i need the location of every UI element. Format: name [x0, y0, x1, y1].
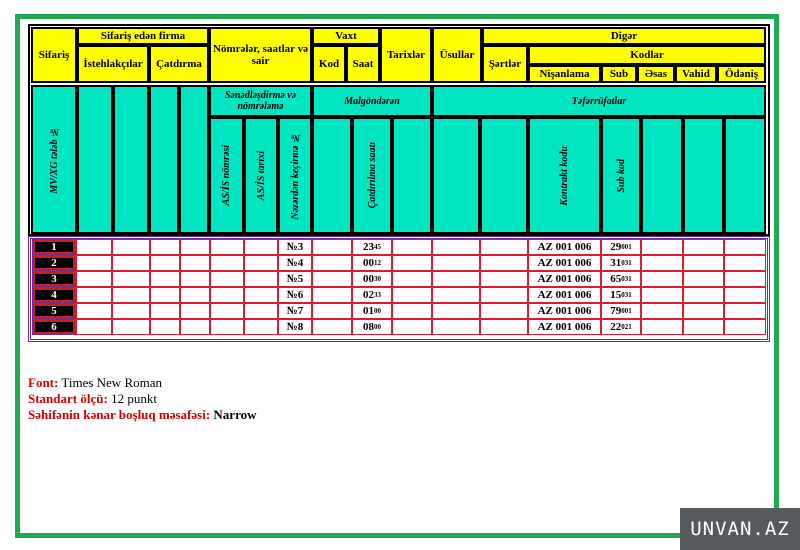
table-cell [180, 271, 210, 287]
subheader-sub-kod-label: Sub kod [615, 158, 627, 193]
header-istehlakcilar-label: İstehlakçılar [83, 57, 143, 70]
table-cell [112, 239, 150, 255]
table-cell [150, 239, 180, 255]
header-vahid-label: Vahid [682, 67, 710, 80]
cell-sub-kod: 31 031 [601, 255, 641, 271]
table-cell [112, 287, 150, 303]
table-cell [112, 319, 150, 335]
header-catdirma-label: Çatdırma [156, 57, 202, 70]
table-cell [432, 255, 480, 271]
table-cell [210, 271, 244, 287]
table-cell [244, 255, 278, 271]
cell-nezerden: №4 [278, 255, 312, 271]
table-cell [641, 303, 683, 319]
table-cell [150, 287, 180, 303]
cell-catdirilma-saati: 02 33 [352, 287, 392, 303]
header-saat-label: Saat [352, 57, 374, 70]
cell-nezerden: №8 [278, 319, 312, 335]
table-cell [724, 287, 766, 303]
header-diger-label: Digər [610, 29, 638, 42]
table-cell [180, 319, 210, 335]
cell-nezerden: №7 [278, 303, 312, 319]
table-cell [112, 303, 150, 319]
cell-sub-kod: 65 031 [601, 271, 641, 287]
table-cell [392, 271, 432, 287]
table-cell [724, 239, 766, 255]
table-cell [724, 303, 766, 319]
table-cell [150, 255, 180, 271]
table-cell [112, 255, 150, 271]
table-cell [683, 303, 724, 319]
cell-kontrakt-kodu: AZ 001 006 [528, 319, 601, 335]
table-cell [480, 303, 528, 319]
cell-kontrakt-kodu: AZ 001 006 [528, 303, 601, 319]
table-cell [641, 287, 683, 303]
subheader-teferruatlar [432, 85, 766, 117]
row-number [32, 319, 76, 335]
subheader-blank-6 [392, 117, 432, 234]
table-cell [180, 255, 210, 271]
data-table [32, 239, 766, 335]
subheader-blank-10 [683, 117, 724, 234]
row-number-label: 4 [33, 288, 75, 302]
row-number-label: 5 [33, 304, 75, 318]
cell-sub-kod: 22 021 [601, 319, 641, 335]
subheader-teferruatlar-label: Təfərrüfatlar [571, 95, 627, 107]
subheader-senedlesdirme [209, 85, 312, 117]
table-cell [76, 255, 112, 271]
header-catdirma [149, 45, 209, 83]
subheader-as-is-nomresi [209, 117, 244, 234]
cell-sub-kod: 15 031 [601, 287, 641, 303]
header-sifaris-eden-firma-label: Sifariş edən firma [100, 29, 186, 42]
note-font-label: Font: [28, 375, 59, 390]
table-cell [480, 271, 528, 287]
time-hour: 00 [363, 257, 374, 269]
cell-catdirilma-saati: 00 12 [352, 255, 392, 271]
subheader-blank-5 [312, 117, 352, 234]
table-cell [150, 319, 180, 335]
cell-catdirilma-saati: 00 30 [352, 271, 392, 287]
header-vaxt-label: Vaxt [335, 29, 357, 42]
cell-catdirilma-saati: 01 00 [352, 303, 392, 319]
header-sertler [482, 45, 528, 83]
header-diger [482, 27, 766, 45]
subheader-nezerden [278, 117, 312, 234]
header-vaxt [312, 27, 380, 45]
table-cell [432, 287, 480, 303]
table-cell [480, 239, 528, 255]
subheader-blank-8 [480, 117, 528, 234]
header-nomreler [209, 27, 312, 83]
table-cell [244, 271, 278, 287]
cell-kontrakt-kodu: AZ 001 006 [528, 255, 601, 271]
cell-nezerden: №3 [278, 239, 312, 255]
table-cell [683, 239, 724, 255]
header-esas [637, 65, 675, 83]
table-cell [150, 271, 180, 287]
row-number-label: 6 [33, 320, 75, 334]
time-hour: 00 [363, 273, 374, 285]
table-cell [312, 255, 352, 271]
subheader-mv-xg-label: MV/XG tələb № [48, 125, 60, 194]
table-cell [432, 271, 480, 287]
row-number [32, 239, 76, 255]
header-vahid [675, 65, 717, 83]
table-cell [392, 303, 432, 319]
subheader-nezerden-label: Nəzərdən keçirmə № [289, 131, 301, 220]
note-size-label: Standart ölçü: [28, 391, 108, 406]
note-size-value: 12 punkt [111, 391, 157, 406]
header-sub-label: Sub [609, 67, 629, 80]
table-cell [480, 255, 528, 271]
notes [28, 375, 257, 423]
subheader-blank-11 [724, 117, 766, 234]
row-number [32, 303, 76, 319]
header-odenis-label: Ödəniş [724, 67, 758, 80]
table-cell [210, 287, 244, 303]
table-cell [683, 255, 724, 271]
subheader-as-is-tarixi [244, 117, 278, 234]
table-cell [180, 239, 210, 255]
subheader-catdirilma-saati [352, 117, 392, 234]
header-esas-label: Əsas [644, 67, 668, 80]
subheader-senedlesdirme-label: Sənədləşdirmə və nömrələmə [224, 90, 297, 112]
header-nomreler-label: Nömrələr, saatlar və sair [213, 42, 308, 67]
table-cell [724, 271, 766, 287]
subheader-blank-7 [432, 117, 480, 234]
cell-kontrakt-kodu: AZ 001 006 [528, 271, 601, 287]
table-cell [724, 255, 766, 271]
row-number [32, 255, 76, 271]
subheader-as-is-tarixi-label: AS/İS tarixi [255, 150, 267, 201]
note-size [28, 391, 257, 407]
table-cell [210, 239, 244, 255]
sub-kod-main: 65 [610, 273, 622, 285]
header-sifaris-eden-firma [77, 27, 209, 45]
row-number-label: 1 [33, 240, 75, 254]
subheader-mv-xg [31, 85, 77, 234]
table-cell [112, 271, 150, 287]
table-cell [683, 271, 724, 287]
table-cell [210, 255, 244, 271]
table-cell [641, 319, 683, 335]
cell-sub-kod: 29 001 [601, 239, 641, 255]
table-cell [683, 319, 724, 335]
header-odenis [717, 65, 766, 83]
table-cell [244, 239, 278, 255]
subheader-malgonderen [312, 85, 432, 117]
header-saat [346, 45, 380, 83]
sub-kod-main: 22 [610, 321, 622, 333]
subheader-blank-2 [113, 85, 149, 234]
table-cell [480, 319, 528, 335]
subheader-kontrakt-kodu-label: Kontrakt kodu [559, 145, 570, 206]
header-kod-label: Kod [318, 57, 340, 70]
sub-kod-main: 79 [610, 305, 622, 317]
table-cell [432, 319, 480, 335]
time-hour: 08 [363, 321, 374, 333]
table-cell [312, 303, 352, 319]
note-font-value: Times New Roman [61, 375, 162, 390]
table-cell [76, 319, 112, 335]
cell-catdirilma-saati: 08 00 [352, 319, 392, 335]
subheader-malgonderen-label: Malgöndərən [344, 95, 400, 107]
header-nisanlama [528, 65, 601, 83]
header-kod [312, 45, 346, 83]
sub-kod-main: 29 [610, 241, 622, 253]
table-cell [244, 287, 278, 303]
table-cell [312, 287, 352, 303]
table-cell [180, 303, 210, 319]
table-cell [641, 271, 683, 287]
subheader-catdirilma-saati-label: Çatdırılma saatı [366, 142, 378, 209]
table-cell [724, 319, 766, 335]
note-margin-value: Narrow [213, 407, 257, 422]
table-cell [392, 255, 432, 271]
table-cell [180, 287, 210, 303]
header-sertler-label: Şərtlər [488, 57, 522, 70]
table-cell [76, 303, 112, 319]
table-cell [432, 303, 480, 319]
subheader-sub-kod [601, 117, 641, 234]
cell-kontrakt-kodu: AZ 001 006 [528, 287, 601, 303]
table-cell [312, 319, 352, 335]
header-kodlar-label: Kodlar [630, 48, 664, 61]
header-usullar-label: Üsullar [439, 48, 475, 61]
time-hour: 01 [363, 305, 374, 317]
header-usullar [432, 27, 482, 83]
time-hour: 02 [363, 289, 374, 301]
table-cell [312, 239, 352, 255]
cell-catdirilma-saati: 23 45 [352, 239, 392, 255]
table-cell [150, 303, 180, 319]
cell-nezerden: №6 [278, 287, 312, 303]
row-number [32, 287, 76, 303]
table-cell [392, 239, 432, 255]
row-number-label: 2 [33, 256, 75, 270]
subheader-blank-1 [77, 85, 113, 234]
header-sifaris-label: Sifariş [38, 48, 70, 61]
table-cell [641, 255, 683, 271]
table-cell [210, 303, 244, 319]
table-cell [76, 271, 112, 287]
table-cell [480, 287, 528, 303]
table-cell [76, 239, 112, 255]
note-margin-label: Səhifənin kənar boşluq məsafəsi: [28, 407, 211, 422]
header-nisanlama-label: Nişanlama [539, 67, 590, 80]
row-number-label: 3 [33, 272, 75, 286]
table-cell [76, 287, 112, 303]
header-istehlakcilar [77, 45, 149, 83]
subheader-as-is-nomresi-label: AS/İS nömrəsi [221, 145, 232, 206]
header-sub [601, 65, 637, 83]
row-number [32, 271, 76, 287]
cell-sub-kod: 79 001 [601, 303, 641, 319]
subheader-blank-3 [149, 85, 179, 234]
table-cell [244, 319, 278, 335]
note-font [28, 375, 257, 391]
header-sifaris [31, 27, 77, 83]
table-cell [244, 303, 278, 319]
table-cell [392, 287, 432, 303]
cell-kontrakt-kodu: AZ 001 006 [528, 239, 601, 255]
table-cell [312, 271, 352, 287]
subheader-kontrakt-kodu [528, 117, 601, 234]
subheader-blank-4 [179, 85, 209, 234]
table-cell [641, 239, 683, 255]
sub-kod-main: 15 [610, 289, 622, 301]
watermark-logo[interactable]: UNVAN.AZ [680, 508, 800, 550]
header-kodlar [528, 45, 766, 65]
note-margin [28, 407, 257, 423]
time-hour: 23 [363, 241, 374, 253]
header-tarixler [380, 27, 432, 83]
header-tarixler-label: Tarixlər [386, 48, 426, 61]
table-cell [432, 239, 480, 255]
cell-nezerden: №5 [278, 271, 312, 287]
table-cell [210, 319, 244, 335]
table-cell [392, 319, 432, 335]
table-cell [683, 287, 724, 303]
sub-kod-main: 31 [610, 257, 622, 269]
subheader-blank-9 [641, 117, 683, 234]
